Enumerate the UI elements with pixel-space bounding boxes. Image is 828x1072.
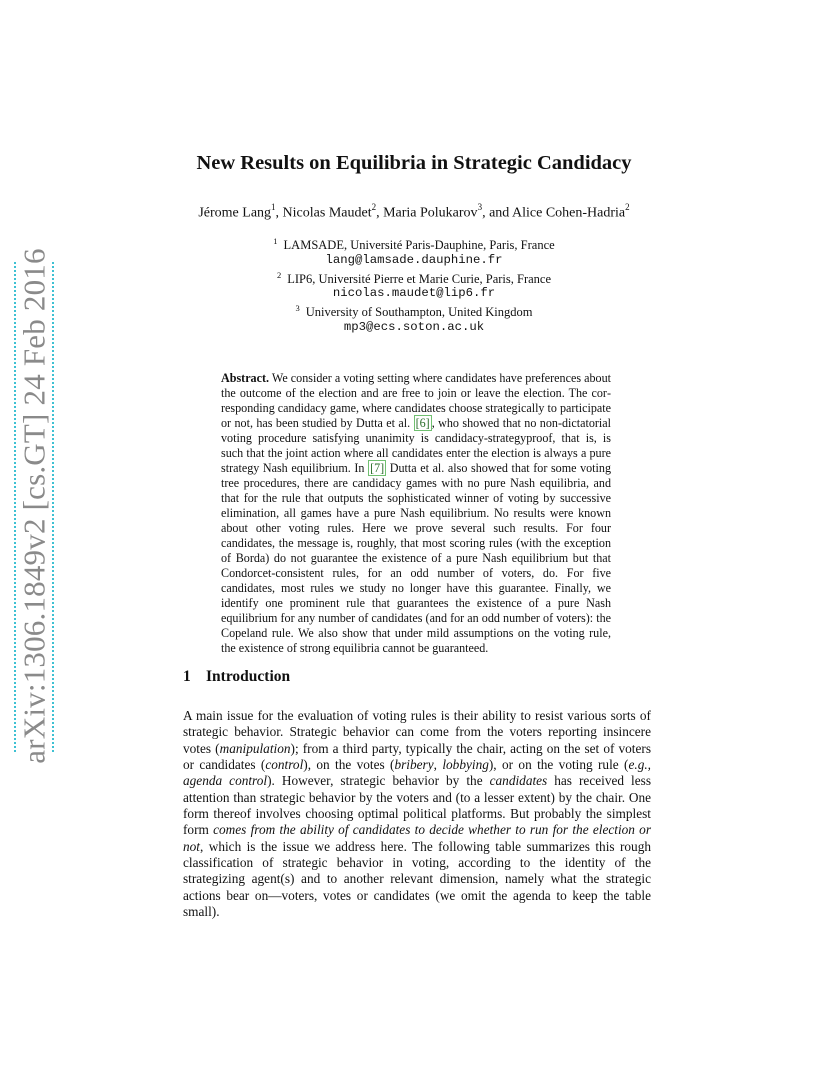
abstract: [221, 371, 611, 656]
intro-emphasis: comes from the ability of candidates to decide whether to run for the election or not: [183, 822, 652, 854]
author-name: Maria Polukarov: [383, 205, 478, 221]
author-mark: 2: [371, 202, 377, 212]
author-list: Jérome Lang$^1$, Nicolas Maudet$^2$, Maria Polukarov$^3$, and Alice Cohen-Hadria$^2$: [198, 202, 630, 221]
author-name: Nicolas Maudet: [282, 205, 372, 221]
intro-text: ); from a third party, typically the chair, acting on the set of voters or candidates (: [183, 740, 651, 773]
affiliation-list: [0, 234, 828, 335]
intro-emphasis: bribery: [394, 757, 434, 773]
intro-text: ), on the votes (: [303, 757, 395, 773]
abstract-text: We consider a voting setting where candidates have preferences about the outcome of the election and are free to join or leave the election. The corresponding candidacy game, where candidates choose strategically to participate or not, has been studied by Dutta et al.: [221, 371, 611, 431]
author-name: Jérome Lang: [198, 205, 272, 221]
author-mark: 2: [625, 202, 630, 212]
affiliation-mark: 1: [273, 236, 278, 246]
affiliation-mark: 3: [295, 303, 300, 314]
affiliation-email[interactable]: mp3@ecs.soton.ac.uk: [343, 319, 485, 334]
intro-text: , which is the issue we address here. The following table summarizes this rough classification of strategic behavior in voting, according to the identity of the strategizing agent(s) and to another relevant dimension, namely what the strategic actions bear on—voters, votes or candidates (we omit the agenda to keep the table small).: [183, 838, 651, 920]
author-name: Alice Cohen-Hadria: [512, 205, 626, 221]
affiliation-email[interactable]: nicolas.maudet@lip6.fr: [332, 286, 496, 301]
abstract-label: Abstract.: [221, 371, 270, 385]
affiliation-mark: 2: [276, 269, 282, 280]
citation-link[interactable]: [7]: [370, 461, 385, 476]
section-title: Introduction: [206, 668, 291, 685]
arxiv-stamp-text: arXiv:1306.1849v2 [cs.GT] 24 Feb 2016: [17, 248, 53, 764]
affiliation-name: University of Southampton, United Kingdom: [305, 305, 533, 320]
affiliation-email[interactable]: lang@lamsade.dauphine.fr: [325, 252, 503, 267]
intro-emphasis: manipulation: [219, 740, 291, 756]
intro-text: ), or on the voting rule (: [488, 757, 629, 773]
affiliation-name: LIP6, Université Pierre et Marie Curie, Paris, France: [287, 271, 552, 286]
affiliation: [0, 301, 828, 320]
intro-text: A main issue for the evaluation of voting rules is their ability to resist various sorts of strategic behavior. Strategic behavior can come from the voters reporting insincere votes (: [183, 708, 651, 756]
intro-paragraph: [183, 708, 651, 920]
section-number: 1: [183, 668, 191, 685]
abstract-text: Dutta et al. also showed that for some voting tree procedures, there are candidacy games with no pure Nash equilibria, and that for the rule that outputs the sophisticated winner of voting by successive elimination, all games have a pure Nash equilibrium. No results were known about other voting rules. Here we prove several such results. For four candidates, the message is, roughly, that most scoring rules (with the exception of Borda) do not guarantee the existence of a pure Nash equilibrium but that Condorcet-consistent rules, for an odd number of voters, do. For five candidates, most rules we study no longer have this guarantee. Finally, we identify one prominent rule that guarantees the existence of a pure Nash equilibrium for any number of candidates (and for an odd number of voters): the Copeland rule. We also show that under mild assumptions on the voting rule, the existence of strong equilibria cannot be guaranteed.: [221, 461, 611, 656]
author-mark: 3: [477, 202, 483, 212]
intro-emphasis: e.g., agenda control: [183, 757, 651, 789]
intro-text: ,: [433, 757, 443, 773]
abstract-text: , who showed that no non-dictatorial voting procedure satisfying unanimity is candidacy-strategyproof, that is, is such that the joint action where all candidates enter the election is always a pure strategy Nash equilibrium. In: [221, 416, 611, 476]
affiliation: [0, 268, 828, 287]
paper-title: New Results on Equilibria in Strategic Candidacy: [196, 152, 632, 174]
intro-text: ). However, strategic behavior by the: [267, 773, 490, 789]
intro-emphasis: control: [265, 757, 304, 773]
affiliation: [0, 234, 828, 253]
author-mark: 1: [271, 202, 276, 212]
citation-link[interactable]: [6]: [415, 416, 430, 431]
section-heading: [183, 668, 290, 686]
intro-emphasis: lobbying: [442, 757, 489, 773]
affiliation-name: LAMSADE, Université Paris-Dauphine, Paris, France: [283, 238, 555, 253]
intro-emphasis: candidates: [489, 773, 548, 789]
intro-text: has received less attention than strategic behavior by the voters and (to a lesser extent) by the chair. One form thereof involves choosing optimal political platforms. But probably the simplest form: [183, 773, 652, 838]
